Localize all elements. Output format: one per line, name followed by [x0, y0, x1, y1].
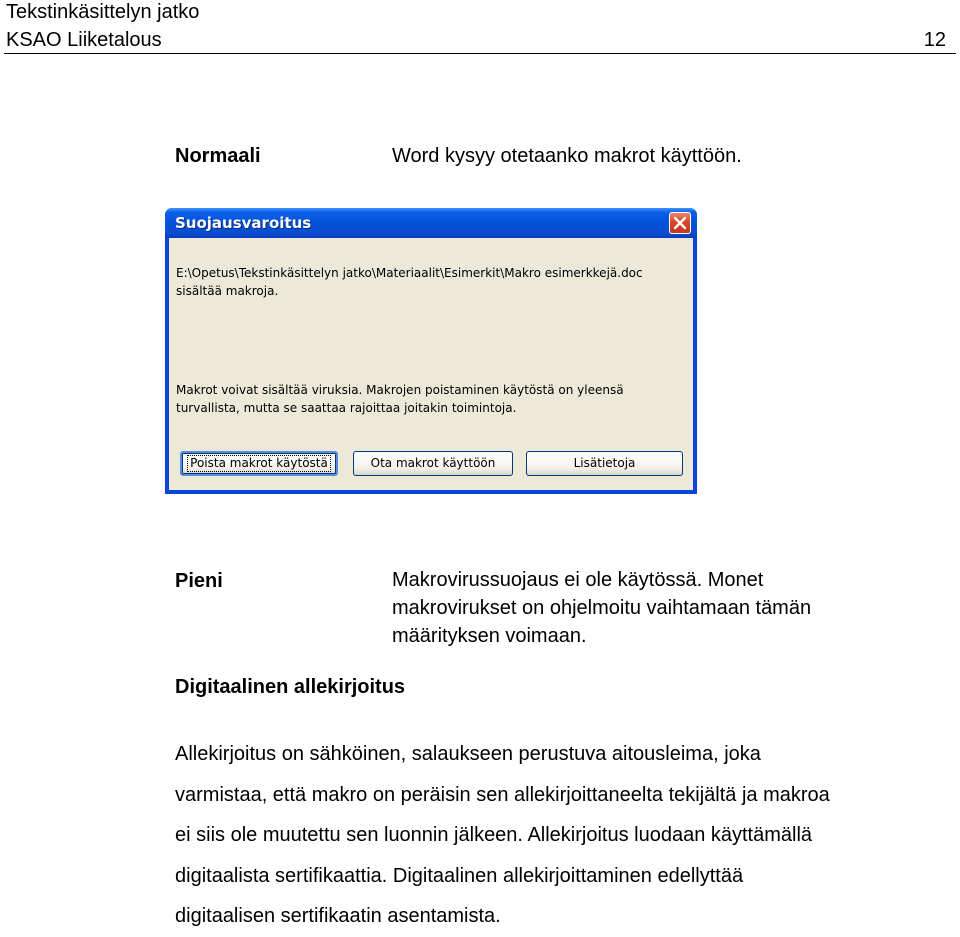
dialog-warning-text: Makrot voivat sisältää viruksia. Makrojen poistaminen käytöstä on yleensä — [176, 383, 624, 397]
paragraph-line-4: digitaalista sertifikaattia. Digitaalinen allekirjoittaminen edellyttää — [175, 865, 744, 887]
pieni-line-3: määrityksen voimaan. — [392, 625, 587, 647]
paragraph-line-3: ei siis ole muutettu sen luonnin jälkeen. Allekirjoitus luodaan käyttämällä — [175, 824, 813, 846]
pieni-line-1: Makrovirussuojaus ei ole käytössä. Monet — [392, 569, 764, 591]
disable-macros-button[interactable] — [180, 451, 338, 476]
dialog-file-path-cont: sisältää makroja. — [176, 284, 279, 298]
paragraph-line-1: Allekirjoitus on sähköinen, salaukseen perustuva aitousleima, joka — [175, 743, 761, 765]
dialog-titlebar — [165, 208, 697, 238]
close-icon[interactable] — [669, 212, 691, 234]
security-warning-dialog — [165, 208, 697, 494]
disable-macros-label: Poista makrot käytöstä — [187, 455, 331, 472]
section-heading: Digitaalinen allekirjoitus — [175, 676, 406, 698]
dialog-warning-text-cont: turvallista, mutta se saattaa rajoittaa joitakin toimintoja. — [176, 401, 517, 415]
document-title: Tekstinkäsittelyn jatko — [6, 1, 200, 23]
more-info-button[interactable]: Lisätietoja — [526, 451, 683, 476]
pieni-line-2: makrovirukset on ohjelmoitu vaihtamaan tämän — [392, 597, 812, 619]
dialog-title: Suojausvaroitus — [175, 214, 312, 232]
header-rule — [4, 53, 956, 54]
normaali-description: Word kysyy otetaanko makrot käyttöön. — [392, 145, 742, 167]
pieni-label: Pieni — [175, 570, 223, 592]
dialog-client-area — [169, 238, 693, 490]
normaali-label: Normaali — [175, 145, 261, 167]
paragraph-line-2: varmistaa, että makro on peräisin sen allekirjoittaneelta tekijältä ja makroa — [175, 784, 830, 806]
enable-macros-button[interactable]: Ota makrot käyttöön — [353, 451, 513, 476]
dialog-file-path: E:\Opetus\Tekstinkäsittelyn jatko\Materiaalit\Esimerkit\Makro esimerkkejä.doc — [176, 266, 643, 280]
paragraph-line-5: digitaalisen sertifikaatin asentamista. — [175, 905, 501, 927]
document-subtitle: KSAO Liiketalous — [6, 29, 162, 51]
page-number: 12 — [923, 29, 946, 51]
